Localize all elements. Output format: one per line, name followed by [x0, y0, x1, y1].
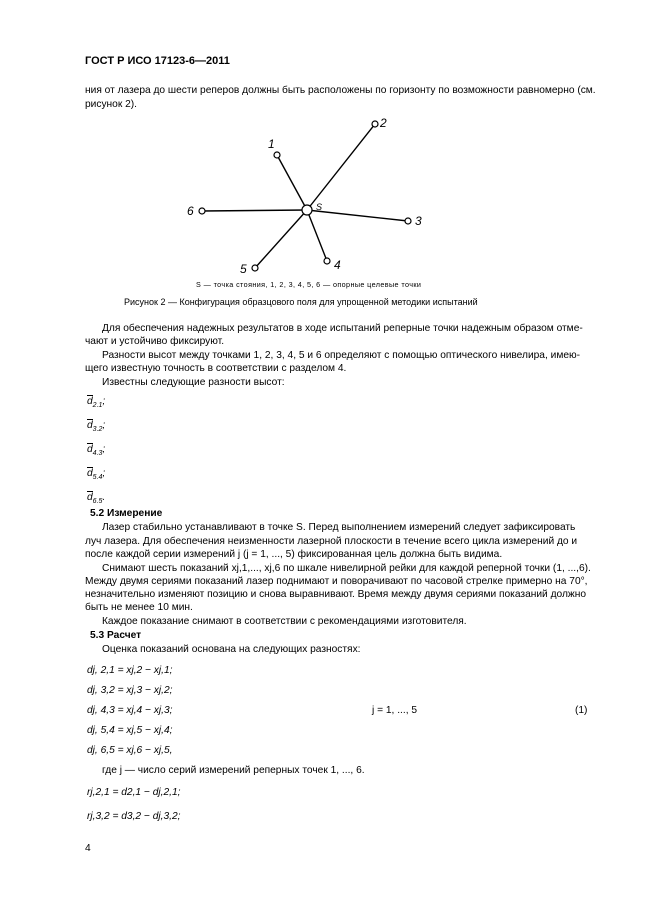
label-2: 2	[380, 116, 387, 130]
label-6: 6	[187, 204, 194, 218]
ray-to-2	[307, 124, 375, 210]
ray-to-3	[307, 210, 408, 221]
measure-line-4: Снимают шесть показаний xj,1,..., xj,6 по шкале нивелирной рейки для каждой реперной точки (1, ...,6).	[102, 563, 591, 574]
residual-1: rj,2,1 = d2,1 − dj,2,1;	[87, 787, 181, 798]
target-point-2	[372, 121, 378, 127]
measure-line-2: луч лазера. Для обеспечения неизменности лазерной плоскости в течение всего цикла измерений до и	[85, 536, 578, 547]
target-point-6	[199, 208, 205, 214]
section-heading-calculation: 5.3 Расчет	[90, 630, 142, 641]
target-point-4	[324, 258, 330, 264]
equation-3: dj, 4,3 = xj,4 − xj,3;	[87, 705, 173, 716]
target-point-1	[274, 152, 280, 158]
known-diff-1: $d_{2.1}$;	[87, 396, 106, 409]
ray-to-6	[202, 210, 307, 211]
figure-caption: Рисунок 2 — Конфигурация образцового поля для упрощенной методики испытаний	[124, 297, 478, 307]
equation-5: dj, 6,5 = xj,6 − xj,5,	[87, 745, 173, 756]
page-number: 4	[85, 843, 91, 854]
para1-line1: Для обеспечения надежных результатов в ходе испытаний реперные точки надежным образом отме-	[102, 323, 583, 334]
para2-line1: Разности высот между точками 1, 2, 3, 4, 5 и 6 определяют с помощью оптического нивелира, имею-	[102, 350, 581, 361]
label-4: 4	[334, 258, 341, 272]
intro-line-1: ния от лазера до шести реперов должны быть расположены по горизонту по возможности равномерно (см.	[85, 85, 596, 96]
known-diff-2: $d_{3.2}$;	[87, 420, 106, 433]
figure-legend: S — точка стояния, 1, 2, 3, 4, 5, 6 — опорные целевые точки	[196, 280, 422, 289]
measure-line-7: быть не менее 10 мин.	[85, 602, 193, 613]
document-header: ГОСТ Р ИСО 17123-6—2011	[85, 55, 230, 67]
label-5: 5	[240, 262, 247, 276]
para3: Известны следующие разности высот:	[102, 377, 285, 388]
ray-to-1	[277, 155, 307, 210]
equation-range: j = 1, ..., 5	[372, 705, 418, 716]
measure-line-5: Между двумя сериями показаний лазер поднимают и поворачивают по часовой стрелке примерно на 70°,	[85, 576, 588, 587]
known-diff-3: $d_{4.3}$;	[87, 444, 106, 457]
known-diff-4: $d_{5.4}$;	[87, 468, 106, 481]
label-S: S	[316, 202, 323, 212]
figure-star-diagram	[180, 110, 450, 280]
ray-to-4	[307, 210, 327, 261]
equation-2: dj, 3,2 = xj,3 − xj,2;	[87, 685, 173, 696]
station-point-S	[302, 205, 312, 215]
ray-to-5	[255, 210, 307, 268]
target-point-3	[405, 218, 411, 224]
measure-line-1: Лазер стабильно устанавливают в точке S. Перед выполнением измерений следует зафиксировать	[102, 522, 576, 533]
intro-line-2: рисунок 2).	[85, 99, 138, 110]
section-heading-measurement: 5.2 Измерение	[90, 508, 163, 519]
measure-line-8: Каждое показание снимают в соответствии с рекомендациями изготовителя.	[102, 616, 467, 627]
para1-line2: чают и устойчиво фиксируют.	[85, 336, 225, 347]
calc-intro: Оценка показаний основана на следующих разностях:	[102, 644, 361, 655]
residual-2: rj,3,2 = d3,2 − dj,3,2;	[87, 811, 181, 822]
para2-line2: щего известную точность в соответствии с разделом 4.	[85, 363, 347, 374]
equation-4: dj, 5,4 = xj,5 − xj,4;	[87, 725, 173, 736]
measure-line-3: после каждой серии измерений j (j = 1, ..., 5) фиксированная цель должна быть видима.	[85, 549, 503, 560]
target-point-5	[252, 265, 258, 271]
label-1: 1	[268, 137, 275, 151]
where-clause: где j — число серий измерений реперных точек 1, ..., 6.	[102, 765, 365, 776]
measure-line-6: незначительно изменяют позицию и снова выравнивают. Время между двумя сериями показаний должно	[85, 589, 587, 600]
known-diff-5: $d_{6.5}$.	[87, 492, 106, 505]
equation-number: (1)	[575, 705, 588, 716]
label-3: 3	[415, 214, 422, 228]
equation-1: dj, 2,1 = xj,2 − xj,1;	[87, 665, 173, 676]
